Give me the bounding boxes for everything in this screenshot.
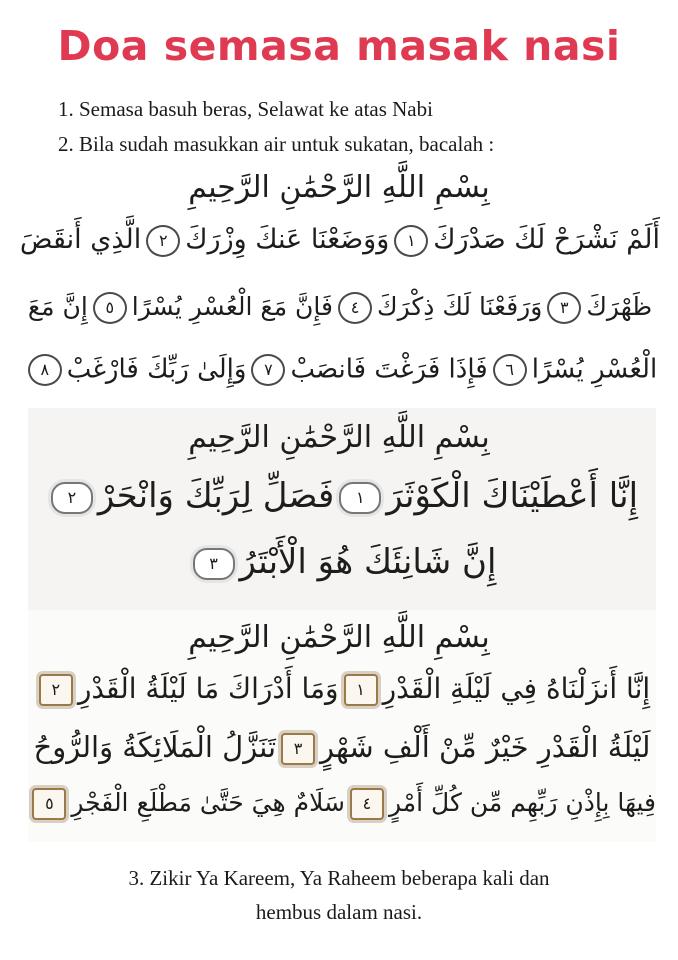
insyirah-line-1 <box>20 224 660 257</box>
insyirah-line-3 <box>20 354 660 386</box>
verse-text: أَلَمْ نَشْرَحْ لَكَ صَدْرَكَ <box>433 224 660 255</box>
verse-text: فَإِنَّ مَعَ الْعُسْرِ يُسْرًا <box>131 292 333 321</box>
verse-text: إِنَّ مَعَ <box>27 292 88 321</box>
verse-marker-3: ٣ <box>281 733 315 765</box>
verse-text: وَمَا أَدْرَاكَ مَا لَيْلَةُ الْقَدْرِ <box>77 672 339 705</box>
qadr-line-3 <box>28 788 656 820</box>
verse-text: الْعُسْرِ يُسْرًا <box>531 354 658 385</box>
verse-marker-4: ٤ <box>338 292 372 324</box>
verse-text: فِيهَا بِإِذْنِ رَبِّهِم مِّن كُلِّ أَمْرٍ <box>388 788 656 817</box>
verse-marker-5: ٥ <box>93 292 127 324</box>
verse-text: وَإِلَىٰ رَبِّكَ فَارْغَبْ <box>66 354 247 385</box>
verse-marker-1: ١ <box>394 225 428 257</box>
step-3-text-line-1: 3. Zikir Ya Kareem, Ya Raheem beberapa kali dan <box>128 866 550 890</box>
qadr-line-1 <box>28 672 656 706</box>
verse-text: تَنَزَّلُ الْمَلَائِكَةُ وَالرُّوحُ <box>33 730 277 764</box>
verse-text: فَصَلِّ لِرَبِّكَ وَانْحَرْ <box>97 476 335 516</box>
verse-marker-6: ٦ <box>493 354 527 386</box>
verse-marker-2: ٢ <box>39 674 73 706</box>
verse-text: فَإِذَا فَرَغْتَ فَانصَبْ <box>290 354 488 385</box>
verse-text: ظَهْرَكَ <box>586 292 653 321</box>
kauthar-line-2 <box>28 542 656 582</box>
basmala-qadr: بِسْمِ اللَّهِ الرَّحْمَٰنِ الرَّحِيمِ <box>188 620 490 655</box>
verse-marker-1: ١ <box>339 482 381 514</box>
verse-marker-1: ١ <box>344 674 378 706</box>
step-1-text: 1. Semasa basuh beras, Selawat ke atas Nabi <box>58 97 433 121</box>
verse-text: سَلَامٌ هِيَ حَتَّىٰ مَطْلَعِ الْفَجْرِ <box>71 788 345 817</box>
kauthar-line-1 <box>28 476 656 516</box>
verse-marker-3: ٣ <box>547 292 581 324</box>
verse-text: إِنَّ شَانِئَكَ هُوَ الْأَبْتَرُ <box>239 542 497 582</box>
verse-marker-8: ٨ <box>28 354 62 386</box>
step-2-text: 2. Bila sudah masukkan air untuk sukatan, bacalah : <box>58 132 495 156</box>
verse-text: وَوَضَعْنَا عَنكَ وِزْرَكَ <box>185 224 390 255</box>
basmala-kauthar: بِسْمِ اللَّهِ الرَّحْمَٰنِ الرَّحِيمِ <box>188 420 490 455</box>
verse-marker-4: ٤ <box>350 788 384 820</box>
verse-text: إِنَّا أَعْطَيْنَاكَ الْكَوْثَرَ <box>386 476 639 516</box>
basmala-insyirah: بِسْمِ اللَّهِ الرَّحْمَٰنِ الرَّحِيمِ <box>188 170 490 205</box>
verse-marker-5: ٥ <box>32 788 66 820</box>
verse-marker-7: ٧ <box>251 354 285 386</box>
page-title: Doa semasa masak nasi <box>57 22 621 70</box>
verse-text: وَرَفَعْنَا لَكَ ذِكْرَكَ <box>376 292 543 321</box>
verse-text: إِنَّا أَنزَلْنَاهُ فِي لَيْلَةِ الْقَدْرِ <box>382 672 651 705</box>
insyirah-line-2 <box>20 292 660 324</box>
qadr-line-2 <box>28 730 656 765</box>
verse-marker-2: ٢ <box>146 225 180 257</box>
verse-marker-3: ٣ <box>193 548 235 580</box>
verse-text: الَّذِي أَنقَضَ <box>19 224 142 255</box>
verse-marker-2: ٢ <box>51 482 93 514</box>
step-3-text-line-2: hembus dalam nasi. <box>255 900 423 924</box>
verse-text: لَيْلَةُ الْقَدْرِ خَيْرٌ مِّنْ أَلْفِ شَهْرٍ <box>320 730 651 764</box>
